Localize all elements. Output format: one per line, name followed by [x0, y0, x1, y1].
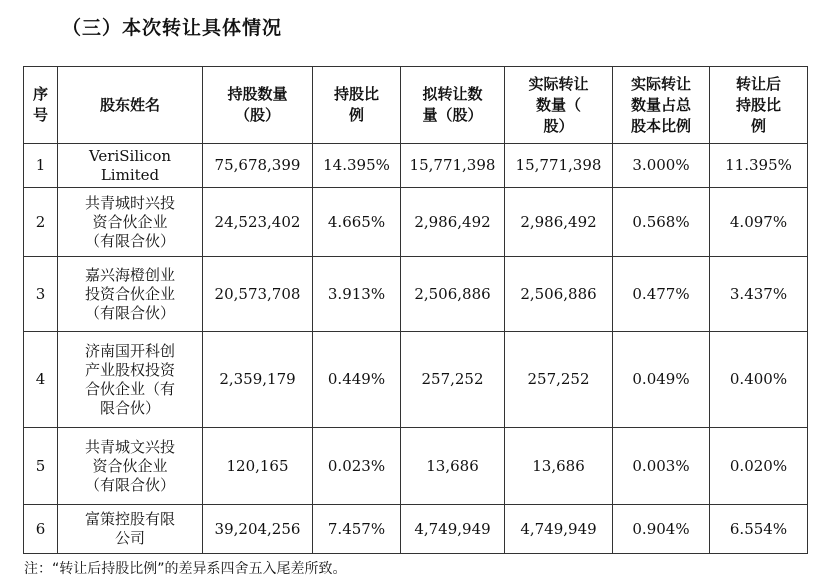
cell-actual: 13,686 [505, 428, 613, 505]
cell-ratio: 0.449% [313, 332, 401, 428]
cell-actual: 257,252 [505, 332, 613, 428]
header-name: 股东姓名 [58, 67, 203, 144]
cell-ratio: 0.023% [313, 428, 401, 505]
table-row [24, 144, 808, 188]
cell-actual-pct: 0.477% [613, 257, 710, 332]
table-row [24, 257, 808, 332]
cell-shares: 120,165 [203, 428, 313, 505]
cell-planned: 257,252 [401, 332, 505, 428]
cell-name: VeriSilicon Limited [58, 144, 203, 188]
cell-planned: 15,771,398 [401, 144, 505, 188]
cell-ratio: 7.457% [313, 505, 401, 554]
header-after-pct: 转让后 持股比 例 [710, 67, 808, 144]
header-planned: 拟转让数 量（股） [401, 67, 505, 144]
cell-no: 2 [24, 188, 58, 257]
cell-no: 4 [24, 332, 58, 428]
cell-actual-pct: 3.000% [613, 144, 710, 188]
cell-shares: 24,523,402 [203, 188, 313, 257]
cell-shares: 2,359,179 [203, 332, 313, 428]
cell-name: 共青城时兴投 资合伙企业 （有限合伙） [58, 188, 203, 257]
cell-actual: 15,771,398 [505, 144, 613, 188]
cell-after-pct: 0.400% [710, 332, 808, 428]
header-actual: 实际转让 数量（ 股） [505, 67, 613, 144]
cell-name: 富策控股有限 公司 [58, 505, 203, 554]
cell-name: 嘉兴海橙创业 投资合伙企业 （有限合伙） [58, 257, 203, 332]
cell-ratio: 14.395% [313, 144, 401, 188]
cell-no: 5 [24, 428, 58, 505]
cell-planned: 2,506,886 [401, 257, 505, 332]
cell-actual-pct: 0.904% [613, 505, 710, 554]
cell-shares: 20,573,708 [203, 257, 313, 332]
section-title: （三）本次转让具体情况 [62, 17, 283, 39]
cell-shares: 75,678,399 [203, 144, 313, 188]
cell-actual-pct: 0.568% [613, 188, 710, 257]
cell-shares: 39,204,256 [203, 505, 313, 554]
header-actual-pct: 实际转让 数量占总 股本比例 [613, 67, 710, 144]
cell-after-pct: 11.395% [710, 144, 808, 188]
table-row [24, 428, 808, 505]
cell-actual: 2,986,492 [505, 188, 613, 257]
cell-after-pct: 3.437% [710, 257, 808, 332]
cell-no: 3 [24, 257, 58, 332]
cell-ratio: 3.913% [313, 257, 401, 332]
header-no: 序 号 [24, 67, 58, 144]
cell-after-pct: 0.020% [710, 428, 808, 505]
cell-name: 共青城文兴投 资合伙企业 （有限合伙） [58, 428, 203, 505]
header-row [24, 67, 808, 144]
cell-after-pct: 4.097% [710, 188, 808, 257]
cell-actual: 4,749,949 [505, 505, 613, 554]
header-shares: 持股数量 （股） [203, 67, 313, 144]
cell-planned: 2,986,492 [401, 188, 505, 257]
cell-planned: 4,749,949 [401, 505, 505, 554]
cell-actual-pct: 0.003% [613, 428, 710, 505]
cell-ratio: 4.665% [313, 188, 401, 257]
cell-actual-pct: 0.049% [613, 332, 710, 428]
table-row [24, 188, 808, 257]
cell-after-pct: 6.554% [710, 505, 808, 554]
footnote: 注：“转让后持股比例”的差异系四舍五入尾差所致。 [24, 561, 347, 577]
table-row [24, 332, 808, 428]
cell-no: 6 [24, 505, 58, 554]
header-ratio: 持股比 例 [313, 67, 401, 144]
share-transfer-table [23, 66, 808, 554]
table-row [24, 505, 808, 554]
cell-actual: 2,506,886 [505, 257, 613, 332]
cell-no: 1 [24, 144, 58, 188]
cell-name: 济南国开科创 产业股权投资 合伙企业（有 限合伙） [58, 332, 203, 428]
cell-planned: 13,686 [401, 428, 505, 505]
